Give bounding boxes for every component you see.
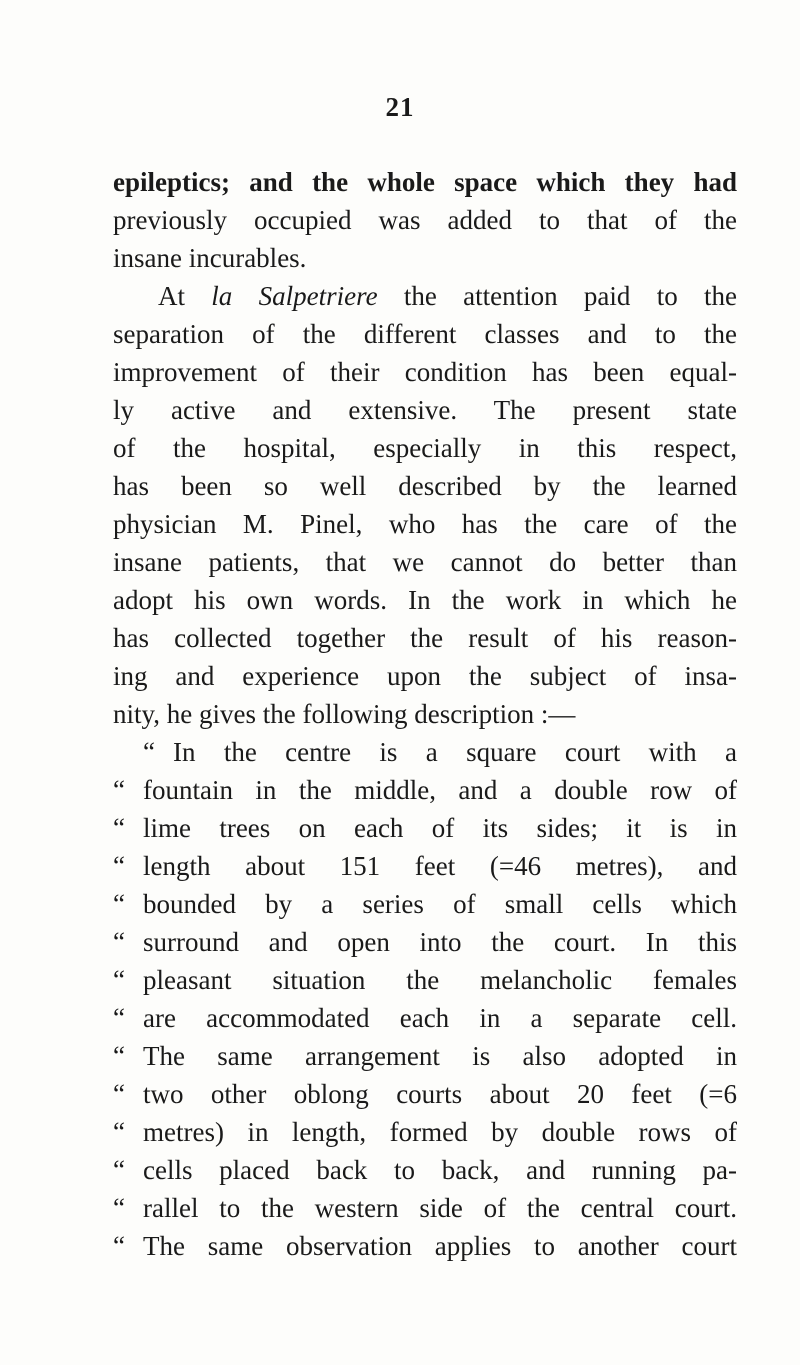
quote-mark: “ xyxy=(113,965,125,995)
quote-mark: “ xyxy=(143,737,155,767)
text-line: has collected together the result of his reason- xyxy=(113,623,737,653)
quote-mark: “ xyxy=(113,1117,125,1147)
page-number: 21 xyxy=(385,92,415,122)
quote-mark: “ xyxy=(113,851,125,881)
quoted-line: “ lime trees on each of its sides; it is in xyxy=(113,809,737,847)
quoted-line: “ two other oblong courts about 20 feet (=6 xyxy=(113,1075,737,1113)
quoted-line: “ rallel to the western side of the central court. xyxy=(113,1189,737,1227)
text-line: adopt his own words. In the work in which he xyxy=(113,585,737,615)
text-line: previously occupied was added to that of the xyxy=(113,205,737,235)
body-text xyxy=(113,163,737,1265)
text-line: insane patients, that we cannot do better than xyxy=(113,547,737,577)
text-line: nity, he gives the following description :— xyxy=(113,699,576,729)
text-line: physician M. Pinel, who has the care of the xyxy=(113,509,737,539)
quote-mark: “ xyxy=(113,1231,125,1261)
quote-mark: “ xyxy=(113,1155,125,1185)
quoted-line: “ metres) in length, formed by double rows of xyxy=(113,1113,737,1151)
text-line: epileptics; and the whole space which they had xyxy=(113,167,737,197)
text-line: At la Salpetriere the attention paid to the xyxy=(158,281,737,311)
quote-mark: “ xyxy=(113,1003,125,1033)
quoted-line: “ bounded by a series of small cells which xyxy=(113,885,737,923)
quote-mark: “ xyxy=(113,1079,125,1109)
quote-mark: “ xyxy=(113,927,125,957)
quote-mark: “ xyxy=(113,1041,125,1071)
quote-mark: “ xyxy=(113,775,125,805)
text-line: ly active and extensive. The present state xyxy=(113,395,737,425)
text-line: of the hospital, especially in this respect, xyxy=(113,433,737,463)
quoted-line: “ The same arrangement is also adopted in xyxy=(113,1037,737,1075)
quote-mark: “ xyxy=(113,889,125,919)
quoted-line: “ length about 151 feet (=46 metres), and xyxy=(113,847,737,885)
quoted-line: “ pleasant situation the melancholic females xyxy=(113,961,737,999)
quoted-line: “ surround and open into the court. In this xyxy=(113,923,737,961)
text-line: separation of the different classes and to the xyxy=(113,319,737,349)
quoted-line: “ fountain in the middle, and a double row of xyxy=(113,771,737,809)
quoted-line: “ are accommodated each in a separate cell. xyxy=(113,999,737,1037)
quoted-line: “ cells placed back to back, and running pa- xyxy=(113,1151,737,1189)
text-line: has been so well described by the learned xyxy=(113,471,737,501)
quote-mark: “ xyxy=(113,813,125,843)
text-line: insane incurables. xyxy=(113,243,307,273)
text-line: improvement of their condition has been equal- xyxy=(113,357,737,387)
quote-mark: “ xyxy=(113,1193,125,1223)
italic-place-name: la Salpetriere xyxy=(211,281,378,311)
quoted-line: “ The same observation applies to another court xyxy=(113,1227,737,1265)
text-line: ing and experience upon the subject of insa- xyxy=(113,661,737,691)
quoted-line: “ In the centre is a square court with a xyxy=(113,733,737,771)
